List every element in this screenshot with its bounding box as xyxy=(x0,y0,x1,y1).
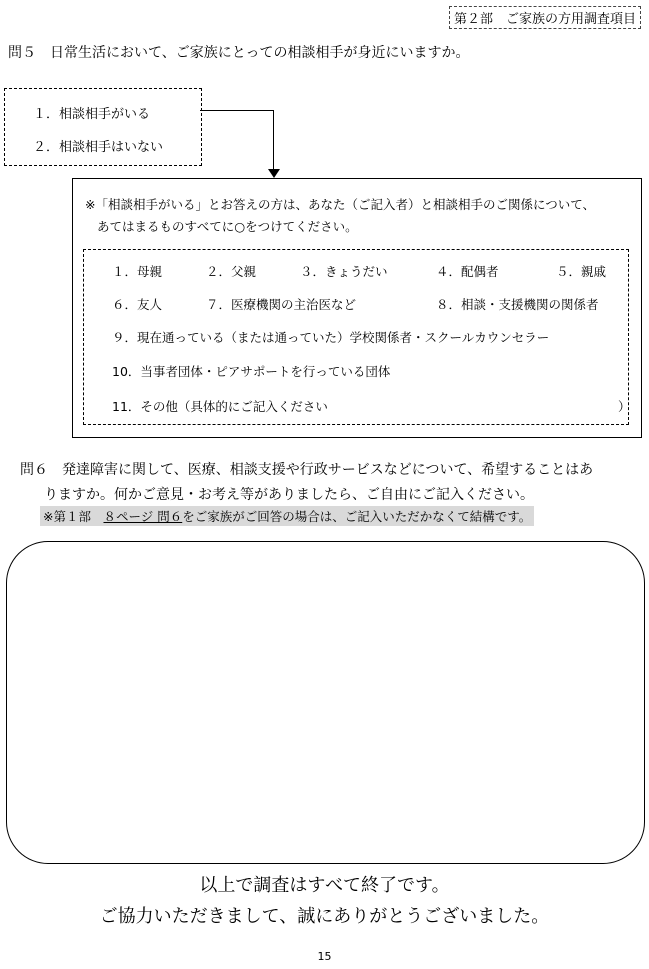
relation-option-spouse[interactable]: ４．配偶者 xyxy=(436,264,499,279)
q5-followup-box xyxy=(72,178,642,438)
arrow-down-icon xyxy=(268,169,280,178)
relation-option-school[interactable]: ９．現在通っている（または通っていた）学校関係者・スクールカウンセラー xyxy=(112,330,550,345)
q6-note-reference: ８ページ 問６ xyxy=(103,509,183,524)
relation-option-other[interactable]: 11．その他（具体的にご記入ください xyxy=(112,399,328,414)
relation-option-friend[interactable]: ６．友人 xyxy=(112,297,163,312)
closing-line1: 以上で調査はすべて終了です。 xyxy=(199,875,450,896)
connector-line-vertical xyxy=(273,110,274,170)
question-6-line1: 問６ 発達障害に関して、医療、相談支援や行政サービスなどについて、希望することはあ xyxy=(20,462,594,478)
followup-note-line1: ※「相談相手がいる」とお答えの方は、あなた（ご記入者）と相談相手のご関係について、 xyxy=(85,197,595,212)
relation-option-doctor[interactable]: ７．医療機関の主治医など xyxy=(206,297,357,312)
q6-free-answer-box[interactable] xyxy=(6,541,645,864)
page-number: 15 xyxy=(317,950,332,963)
relation-option-sibling[interactable]: ３．きょうだい xyxy=(300,264,388,279)
closing-line2: ご協力いただきまして、誠にありがとうございました。 xyxy=(99,906,550,927)
question-6-line2: りますか。何かご意見・お考え等がありましたら、ご自由にご記入ください。 xyxy=(44,487,534,503)
section-tag: 第２部 ご家族の方用調査項目 xyxy=(449,6,641,29)
relation-other-close-paren: ） xyxy=(618,399,631,414)
q6-note-prefix: ※第１部 xyxy=(43,509,104,524)
relation-option-support-staff[interactable]: ８．相談・支援機関の関係者 xyxy=(436,297,599,312)
relation-option-father[interactable]: ２．父親 xyxy=(206,264,257,279)
q5-options-box xyxy=(4,88,202,166)
q6-note-suffix: をご家族がご回答の場合は、ご記入いただかなくて結構です。 xyxy=(182,509,532,524)
connector-line xyxy=(200,110,274,111)
q6-note xyxy=(40,506,534,526)
relations-box xyxy=(83,249,629,425)
relation-option-relative[interactable]: ５．親戚 xyxy=(556,264,607,279)
question-5: 問５ 日常生活において、ご家族にとっての相談相手が身近にいますか。 xyxy=(8,45,470,61)
q5-option-has-consultant[interactable]: １．相談相手がいる xyxy=(33,107,151,122)
followup-note-line2: あてはまるものすべてに○をつけてください。 xyxy=(97,219,358,234)
relation-option-mother[interactable]: １．母親 xyxy=(112,264,163,279)
relation-option-peer-group[interactable]: 10．当事者団体・ピアサポートを行っている団体 xyxy=(112,364,391,379)
q5-option-no-consultant[interactable]: ２．相談相手はいない xyxy=(33,140,164,155)
